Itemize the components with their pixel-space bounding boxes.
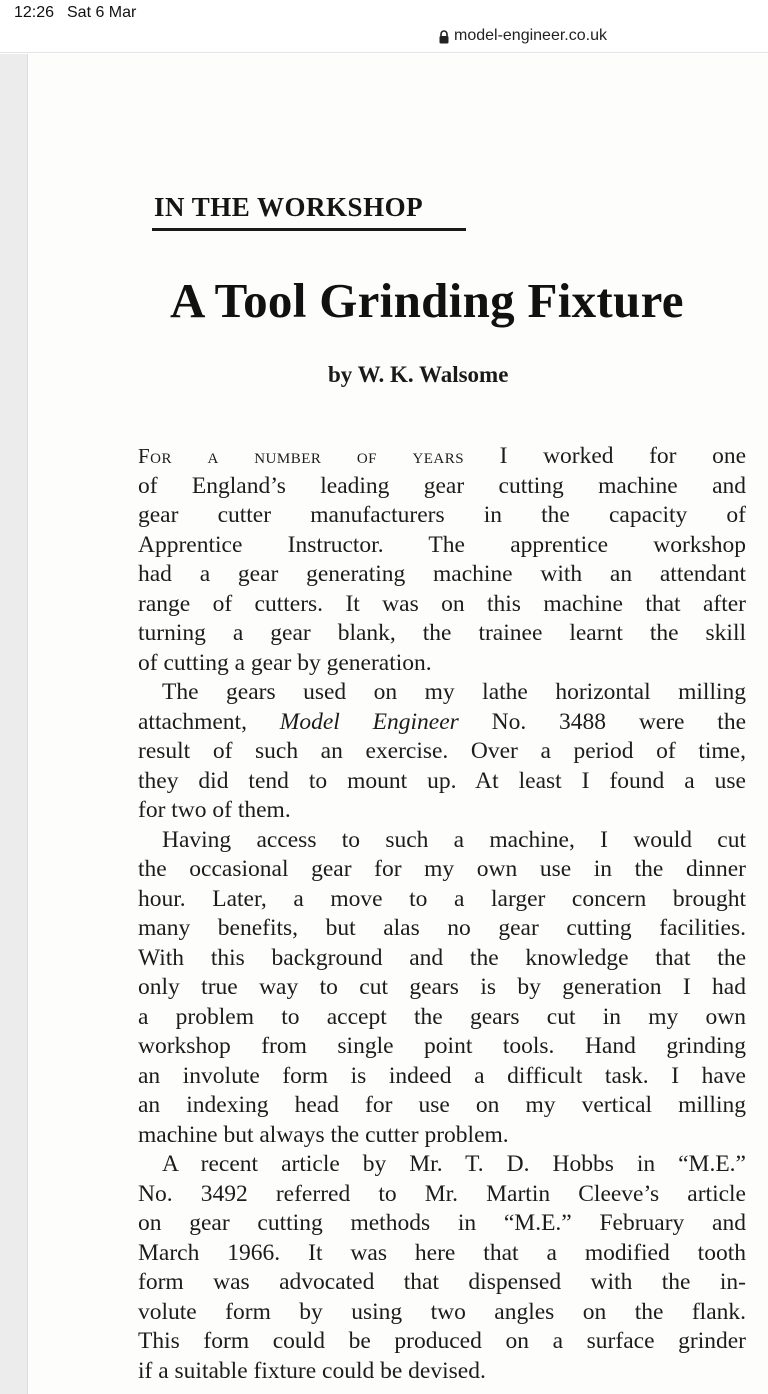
article-line: for two of them.: [138, 797, 291, 823]
article-line: workshop from single point tools. Hand grinding: [138, 1033, 746, 1059]
article-line: hour. Later, a move to a larger concern brought: [138, 885, 746, 912]
article-line: result of such an exercise. Over a period of time,: [138, 738, 746, 764]
article-line: Having access to such a machine, I would cut: [162, 826, 746, 853]
article-line: attachment, Model Engineer No. 3488 were the: [138, 708, 746, 735]
article-line: the occasional gear for my own use in the dinner: [138, 856, 746, 882]
article-body: [138, 442, 746, 1386]
section-kicker: IN THE WORKSHOP: [154, 192, 424, 222]
article-byline: by W. K. Walsome: [328, 362, 509, 387]
article-line: A recent article by Mr. T. D. Hobbs in “M.E.”: [162, 1151, 746, 1177]
article-line: With this background and the knowledge that the: [138, 944, 746, 971]
article-line: an indexing head for use on my vertical milling: [138, 1092, 746, 1118]
status-time: 12:26: [14, 4, 55, 21]
article-line: This form could be produced on a surface grinder: [138, 1328, 746, 1354]
article-line: they did tend to mount up. At least I found a use: [138, 767, 746, 794]
article-line: many benefits, but alas no gear cutting facilities.: [138, 915, 746, 941]
article-line: a problem to accept the gears cut in my own: [138, 1003, 746, 1030]
article-line: had a gear generating machine with an attendant: [138, 561, 746, 587]
article-line: No. 3492 referred to Mr. Martin Cleeve’s article: [138, 1180, 746, 1207]
kicker-underline: [152, 228, 466, 231]
browser-address-bar[interactable]: [0, 26, 768, 53]
status-date: Sat 6 Mar: [67, 4, 137, 21]
article-line: form was advocated that dispensed with the in-: [138, 1269, 746, 1295]
article-line: an involute form is indeed a difficult task. I have: [138, 1062, 746, 1089]
article-line: Apprentice Instructor. The apprentice workshop: [138, 531, 746, 558]
lock-icon: [438, 30, 450, 44]
article-line: of England’s leading gear cutting machine and: [138, 472, 746, 499]
article-line: turning a gear blank, the trainee learnt the skill: [138, 620, 746, 646]
url-display[interactable]: [438, 27, 607, 45]
article-line: For a number of years I worked for one: [138, 443, 747, 469]
article-line: volute form by using two angles on the flank.: [138, 1298, 746, 1325]
article-line: only true way to cut gears is by generation I had: [138, 974, 746, 1000]
left-gutter: [0, 54, 28, 1394]
article-line: gear cutter manufacturers in the capacity of: [138, 502, 746, 528]
article-line: March 1966. It was here that a modified tooth: [138, 1239, 746, 1266]
publication-name: Model Engineer: [279, 708, 459, 735]
article-line: range of cutters. It was on this machine that after: [138, 590, 746, 617]
lead-smallcaps: For a number of years: [138, 444, 465, 468]
url-text[interactable]: model-engineer.co.uk: [454, 27, 607, 44]
article-line: of cutting a gear by generation.: [138, 649, 432, 676]
article-line: The gears used on my lathe horizontal milling: [162, 679, 746, 705]
scanned-article-page: [28, 54, 768, 1394]
article-line: on gear cutting methods in “M.E.” February and: [138, 1210, 746, 1236]
article-line: if a suitable fixture could be devised.: [138, 1357, 486, 1384]
article-title: A Tool Grinding Fixture: [170, 273, 684, 328]
article-line: machine but always the cutter problem.: [138, 1121, 509, 1148]
status-bar: [0, 0, 768, 26]
